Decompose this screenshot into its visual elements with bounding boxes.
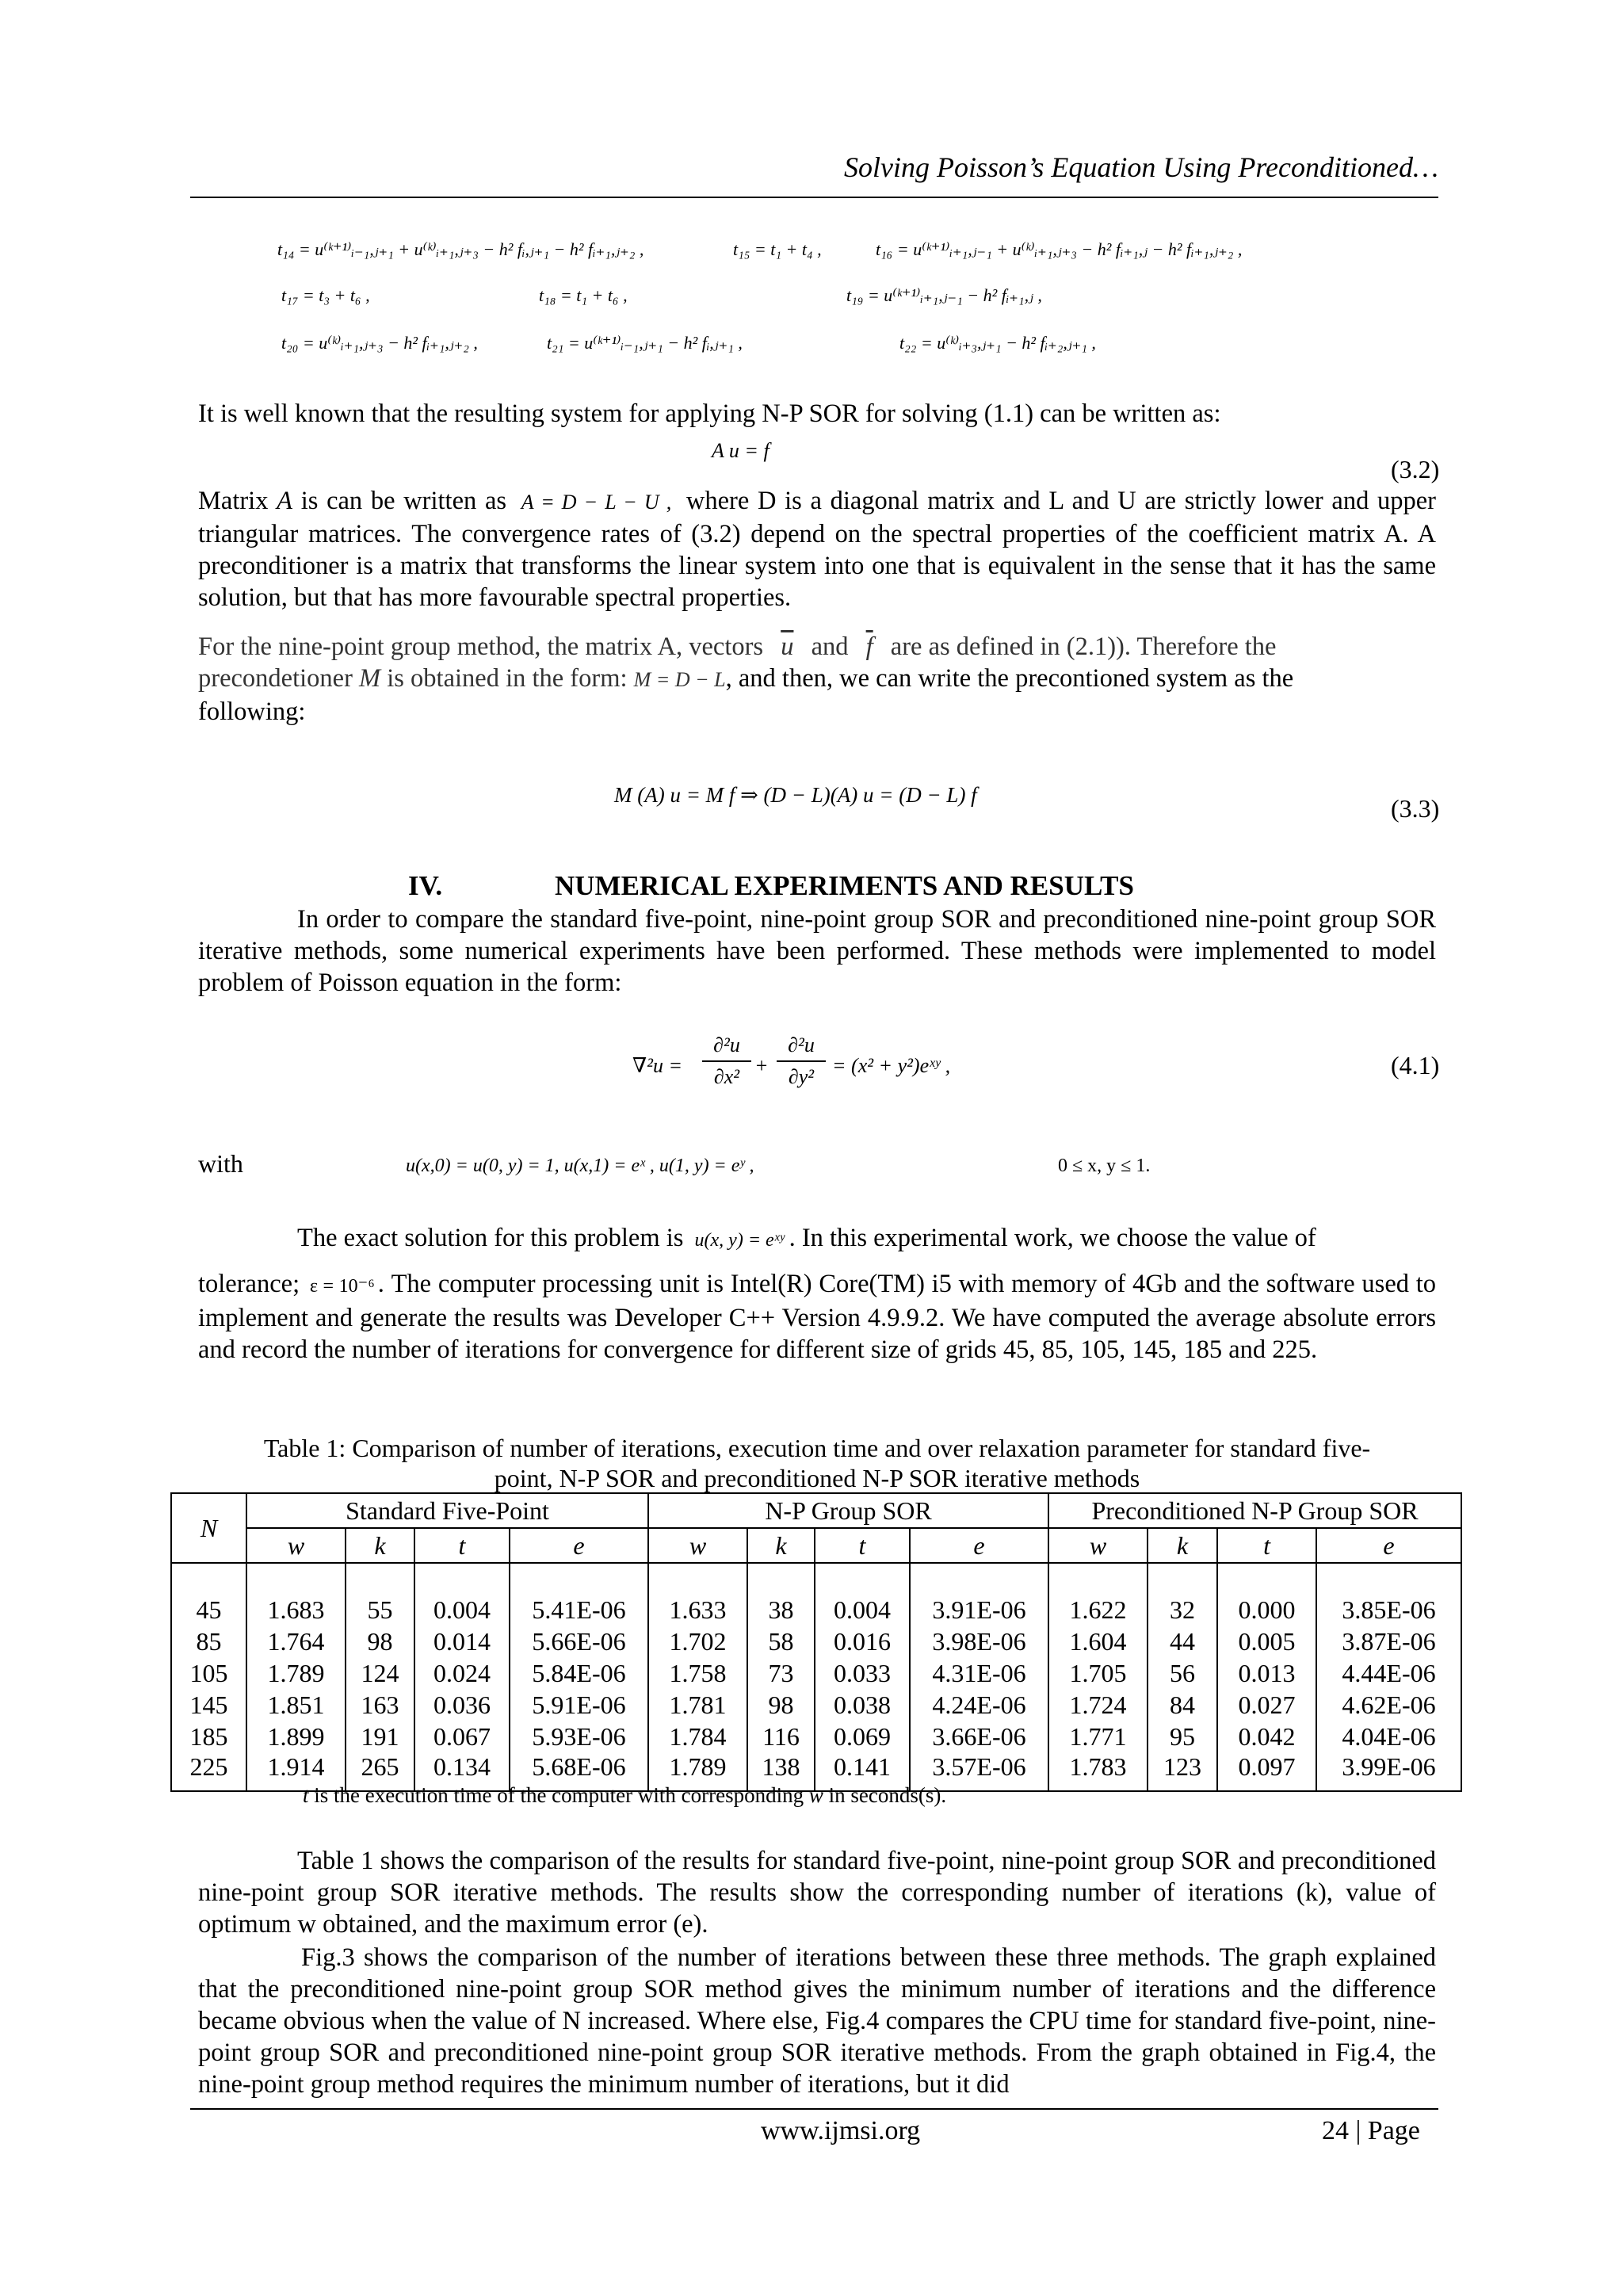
table-cell: 3.57E-06 bbox=[910, 1752, 1048, 1791]
text-tolerance: tolerance; bbox=[198, 1270, 300, 1298]
text-and: and bbox=[811, 632, 849, 661]
subheader-k: k bbox=[747, 1528, 815, 1563]
equation-t18: t₁₈ = t₁ + t₆ , bbox=[539, 285, 628, 305]
table-cell: 0.033 bbox=[815, 1657, 910, 1689]
equation-4-1-rhs: = (x² + y²)eˣʸ , bbox=[832, 1054, 951, 1077]
table-cell: 0.013 bbox=[1217, 1657, 1316, 1689]
table-cell: 0.016 bbox=[815, 1626, 910, 1657]
table-caption-line2: point, N-P SOR and preconditioned N-P SOR iterative methods bbox=[494, 1464, 1140, 1492]
table-caption bbox=[198, 1433, 1436, 1493]
table-cell: 1.781 bbox=[648, 1689, 747, 1721]
table-cell: 1.604 bbox=[1048, 1626, 1148, 1657]
paragraph-figure-discussion: Fig.3 shows the comparison of the number of iterations between these three methods. The graph explained that the preconditioned nine-point group SOR method gives the minimum number of iterations and the difference became obvious when the value of N increased. Where else, Fig.4 compares the CPU time for standard five-point, nine-point group SOR and preconditioned nine-point group SOR iterative methods. From the graph obtained in Fig.4, the nine-point group method requires the minimum number of iterations, but it did bbox=[198, 1943, 1436, 2099]
term2-denominator: ∂y² bbox=[788, 1065, 815, 1088]
text-matrix: Matrix bbox=[198, 487, 269, 515]
subheader-w: w bbox=[1048, 1528, 1148, 1563]
table-cell: 5.68E-06 bbox=[510, 1752, 648, 1791]
equation-3-3: M (A) u = M f ⇒ (D − L)(A) u = (D − L) f bbox=[614, 783, 977, 807]
table-cell: 1.771 bbox=[1048, 1721, 1148, 1752]
header-standard-five-point: Standard Five-Point bbox=[246, 1493, 648, 1528]
subheader-e: e bbox=[1316, 1528, 1461, 1563]
paragraph-experiments: In order to compare the standard five-point, nine-point group SOR and preconditioned nine-point group SOR iterative methods, some numerical experiments have been performed. These methods were implemented to model problem of Poisson equation in the form: bbox=[198, 905, 1436, 997]
text-m: M bbox=[359, 664, 381, 693]
table-cell: 3.91E-06 bbox=[910, 1594, 1048, 1626]
table-cell: 0.141 bbox=[815, 1752, 910, 1791]
table-cell: 58 bbox=[747, 1626, 815, 1657]
text-following: following: bbox=[198, 697, 306, 726]
table-cell: 85 bbox=[171, 1626, 246, 1657]
table-cell: 98 bbox=[346, 1626, 414, 1657]
table-cell: 3.87E-06 bbox=[1316, 1626, 1461, 1657]
equation-t16: t₁₆ = u⁽ᵏ⁺¹⁾ᵢ₊₁,ⱼ₋₁ + u⁽ᵏ⁾ᵢ₊₁,ⱼ₊₃ − h² fᵢ₊₁,ⱼ − h² fᵢ₊₁,ⱼ₊₂ , bbox=[876, 239, 1243, 259]
table-cell: 4.24E-06 bbox=[910, 1689, 1048, 1721]
term1-numerator: ∂²u bbox=[702, 1033, 751, 1062]
table-cell: 45 bbox=[171, 1594, 246, 1626]
table-cell: 84 bbox=[1148, 1689, 1217, 1721]
subheader-w: w bbox=[648, 1528, 747, 1563]
table-note-t: t bbox=[303, 1783, 309, 1807]
table-cell: 1.758 bbox=[648, 1657, 747, 1689]
text-matrix-rest: where D is a diagonal matrix and L and U are strictly lower and upper triangular matrices. The convergence rates of (3.2) depend on the spectral properties of the coefficient matrix A. A preconditioner is a matrix that transforms the linear system into one that is equivalent in the sense that it has the same solution, but that has more favourable spectral properties. bbox=[198, 487, 1437, 612]
subheader-t: t bbox=[414, 1528, 510, 1563]
table-cell: 1.784 bbox=[648, 1721, 747, 1752]
table-cell: 1.683 bbox=[246, 1594, 346, 1626]
text-software: software used to implement and generate the results was Developer C++ Version 4.9.9.2. We have computed the average absolute errors and record the number of iterations for convergence for different size of grids 45, 85, 105, 145, 185 and 225. bbox=[198, 1270, 1437, 1364]
subheader-w: w bbox=[246, 1528, 346, 1563]
table-cell: 1.622 bbox=[1048, 1594, 1148, 1626]
table-cell: 44 bbox=[1148, 1626, 1217, 1657]
table-cell: 1.783 bbox=[1048, 1752, 1148, 1791]
boundary-conditions: u(x,0) = u(0, y) = 1, u(x,1) = eˣ , u(1, y) = eʸ , bbox=[406, 1156, 754, 1176]
subheader-t: t bbox=[815, 1528, 910, 1563]
table-cell: 0.069 bbox=[815, 1721, 910, 1752]
header-np-group-sor: N-P Group SOR bbox=[648, 1493, 1048, 1528]
table-cell: 1.702 bbox=[648, 1626, 747, 1657]
table-cell: 225 bbox=[171, 1752, 246, 1791]
vector-f: $\overline{f}$ bbox=[865, 632, 873, 661]
table-cell: 1.705 bbox=[1048, 1657, 1148, 1689]
equation-4-1-plus: + bbox=[754, 1054, 769, 1077]
header-n: N bbox=[171, 1493, 246, 1563]
table-spacer-row bbox=[171, 1563, 1461, 1594]
equation-t21: t₂₁ = u⁽ᵏ⁺¹⁾ᵢ₋₁,ⱼ₊₁ − h² fᵢ,ⱼ₊₁ , bbox=[547, 333, 743, 353]
table-cell: 5.91E-06 bbox=[510, 1689, 648, 1721]
table-note-end: in seconds(s). bbox=[828, 1783, 947, 1807]
paragraph-system: It is well known that the resulting system for applying N-P SOR for solving (1.1) can be written as: bbox=[198, 399, 1221, 428]
table-cell: 38 bbox=[747, 1594, 815, 1626]
table-cell: 95 bbox=[1148, 1721, 1217, 1752]
table-cell: 145 bbox=[171, 1689, 246, 1721]
equation-number-4-1: (4.1) bbox=[1391, 1051, 1440, 1079]
table-cell: 1.764 bbox=[246, 1626, 346, 1657]
footer-rule bbox=[190, 2108, 1438, 2110]
equation-4-1-term1 bbox=[702, 1033, 751, 1089]
table-cell: 0.067 bbox=[414, 1721, 510, 1752]
table-cell: 5.93E-06 bbox=[510, 1721, 648, 1752]
table-cell: 98 bbox=[747, 1689, 815, 1721]
table-cell: 5.84E-06 bbox=[510, 1657, 648, 1689]
table-cell: 0.024 bbox=[414, 1657, 510, 1689]
table-cell: 1.851 bbox=[246, 1689, 346, 1721]
paragraph-exact-solution bbox=[198, 1222, 1436, 1256]
table-cell: 3.66E-06 bbox=[910, 1721, 1048, 1752]
subheader-t: t bbox=[1217, 1528, 1316, 1563]
table-cell: 1.789 bbox=[648, 1752, 747, 1791]
table-cell: 0.004 bbox=[414, 1594, 510, 1626]
table-cell: 5.41E-06 bbox=[510, 1594, 648, 1626]
equation-t22: t₂₂ = u⁽ᵏ⁾ᵢ₊₃,ⱼ₊₁ − h² fᵢ₊₂,ⱼ₊₁ , bbox=[899, 333, 1096, 353]
vector-u: $\overline{u}$ bbox=[781, 632, 794, 661]
table-cell: 0.134 bbox=[414, 1752, 510, 1791]
equation-4-1-lhs: ∇²u = bbox=[632, 1054, 682, 1077]
table-cell: 185 bbox=[171, 1721, 246, 1752]
text-cpu: . The computer processing unit is Intel(R) Core(TM) i5 with memory of 4Gb and the bbox=[377, 1270, 1260, 1298]
table-cell: 56 bbox=[1148, 1657, 1217, 1689]
table-cell: 3.98E-06 bbox=[910, 1626, 1048, 1657]
table-row bbox=[171, 1594, 1461, 1626]
paragraph-nine-point bbox=[198, 631, 1436, 728]
table-cell: 163 bbox=[346, 1689, 414, 1721]
table-caption-line1: Table 1: Comparison of number of iterations, execution time and over relaxation parameter for standard five- bbox=[263, 1434, 1371, 1462]
table-cell: 116 bbox=[747, 1721, 815, 1752]
text-nine-point-a: For the nine-point group method, the matrix A, vectors bbox=[198, 632, 764, 661]
table-cell: 123 bbox=[1148, 1752, 1217, 1791]
table-cell: 0.014 bbox=[414, 1626, 510, 1657]
equation-t17: t₁₇ = t₃ + t₆ , bbox=[281, 285, 370, 305]
table-cell: 1.899 bbox=[246, 1721, 346, 1752]
text-exact-a: The exact solution for this problem is bbox=[297, 1224, 684, 1252]
table-row bbox=[171, 1657, 1461, 1689]
section-number: IV. bbox=[408, 870, 443, 901]
subheader-e: e bbox=[910, 1528, 1048, 1563]
paragraph-table-discussion: Table 1 shows the comparison of the results for standard five-point, nine-point group SOR and preconditioned nine-point group SOR iterative methods. The results show the corresponding number of iterations (k), value of optimum w obtained, and the maximum error (e). bbox=[198, 1847, 1436, 1939]
equation-4-1-term2 bbox=[777, 1033, 826, 1089]
table-note bbox=[303, 1783, 946, 1808]
table-cell: 0.036 bbox=[414, 1689, 510, 1721]
text-defined: are as defined in (2.1)). Therefore the bbox=[890, 632, 1277, 661]
table-cell: 3.85E-06 bbox=[1316, 1594, 1461, 1626]
table-cell: 138 bbox=[747, 1752, 815, 1791]
equation-t19: t₁₉ = u⁽ᵏ⁺¹⁾ᵢ₊₁,ⱼ₋₁ − h² fᵢ₊₁,ⱼ , bbox=[846, 285, 1042, 305]
equation-number-3-3: (3.3) bbox=[1391, 794, 1440, 823]
table-cell: 4.04E-06 bbox=[1316, 1721, 1461, 1752]
text-then: , and then, we can write the precontioned system as the bbox=[725, 664, 1294, 693]
table-cell: 4.62E-06 bbox=[1316, 1689, 1461, 1721]
table-cell: 0.005 bbox=[1217, 1626, 1316, 1657]
table-cell: 0.000 bbox=[1217, 1594, 1316, 1626]
table-cell: 105 bbox=[171, 1657, 246, 1689]
footer-page-number: 24 | Page bbox=[1322, 2116, 1420, 2145]
text-precondetioner: precondetioner bbox=[198, 664, 353, 693]
table-cell: 0.097 bbox=[1217, 1752, 1316, 1791]
equation-m: M = D − L bbox=[633, 668, 726, 691]
footer-url: www.ijmsi.org bbox=[761, 2116, 921, 2145]
equation-3-2: A u = f bbox=[712, 439, 769, 462]
equation-t14: t₁₄ = u⁽ᵏ⁺¹⁾ᵢ₋₁,ⱼ₊₁ + u⁽ᵏ⁾ᵢ₊₁,ⱼ₊₃ − h² fᵢ,ⱼ₊₁ − h² fᵢ₊₁,ⱼ₊₂ , bbox=[277, 239, 644, 259]
table-cell: 124 bbox=[346, 1657, 414, 1689]
running-header: Solving Poisson’s Equation Using Preconditioned… bbox=[844, 151, 1438, 183]
equation-a-decomposition: A = D − L − U , bbox=[521, 491, 672, 514]
header-rule bbox=[190, 197, 1438, 198]
text-is-written: is can be written as bbox=[300, 487, 507, 515]
table-note-text: is the execution time of the computer with corresponding bbox=[314, 1783, 804, 1807]
equation-epsilon: ε = 10⁻⁶ bbox=[309, 1276, 375, 1297]
term2-numerator: ∂²u bbox=[777, 1033, 826, 1062]
table-cell: 1.633 bbox=[648, 1594, 747, 1626]
text-with: with bbox=[198, 1149, 243, 1178]
table-cell: 32 bbox=[1148, 1594, 1217, 1626]
table-cell: 3.99E-06 bbox=[1316, 1752, 1461, 1791]
table-row bbox=[171, 1721, 1461, 1752]
section-heading: NUMERICAL EXPERIMENTS AND RESULTS bbox=[555, 870, 1134, 901]
text-matrix-a: A bbox=[277, 487, 293, 515]
table-cell: 0.042 bbox=[1217, 1721, 1316, 1752]
results-table bbox=[170, 1492, 1462, 1792]
table-cell: 1.914 bbox=[246, 1752, 346, 1791]
paragraph-tolerance bbox=[198, 1268, 1436, 1366]
table-cell: 0.038 bbox=[815, 1689, 910, 1721]
header-preconditioned-np-group-sor: Preconditioned N-P Group SOR bbox=[1048, 1493, 1461, 1528]
text-exact-b: . In this experimental work, we choose the value of bbox=[789, 1224, 1316, 1252]
table-cell: 265 bbox=[346, 1752, 414, 1791]
equation-number-3-2: (3.2) bbox=[1391, 455, 1440, 483]
table-cell: 55 bbox=[346, 1594, 414, 1626]
text-obtained: is obtained in the form: bbox=[387, 664, 628, 693]
subheader-k: k bbox=[1148, 1528, 1217, 1563]
subheader-e: e bbox=[510, 1528, 648, 1563]
equation-t20: t₂₀ = u⁽ᵏ⁾ᵢ₊₁,ⱼ₊₃ − h² fᵢ₊₁,ⱼ₊₂ , bbox=[281, 333, 478, 353]
table-cell: 4.31E-06 bbox=[910, 1657, 1048, 1689]
equation-exact-solution: u(x, y) = eˣʸ bbox=[694, 1230, 785, 1251]
subheader-k: k bbox=[346, 1528, 414, 1563]
table-note-w: w bbox=[808, 1783, 823, 1807]
paragraph-matrix bbox=[198, 485, 1436, 613]
table-cell: 0.004 bbox=[815, 1594, 910, 1626]
table-row bbox=[171, 1689, 1461, 1721]
table-cell: 1.724 bbox=[1048, 1689, 1148, 1721]
equation-t15: t₁₅ = t₁ + t₄ , bbox=[733, 239, 822, 259]
boundary-range: 0 ≤ x, y ≤ 1. bbox=[1058, 1156, 1151, 1176]
table-row bbox=[171, 1626, 1461, 1657]
table-cell: 4.44E-06 bbox=[1316, 1657, 1461, 1689]
table-cell: 0.027 bbox=[1217, 1689, 1316, 1721]
table-cell: 73 bbox=[747, 1657, 815, 1689]
table-cell: 191 bbox=[346, 1721, 414, 1752]
term1-denominator: ∂x² bbox=[713, 1065, 740, 1088]
table-cell: 5.66E-06 bbox=[510, 1626, 648, 1657]
table-cell: 1.789 bbox=[246, 1657, 346, 1689]
